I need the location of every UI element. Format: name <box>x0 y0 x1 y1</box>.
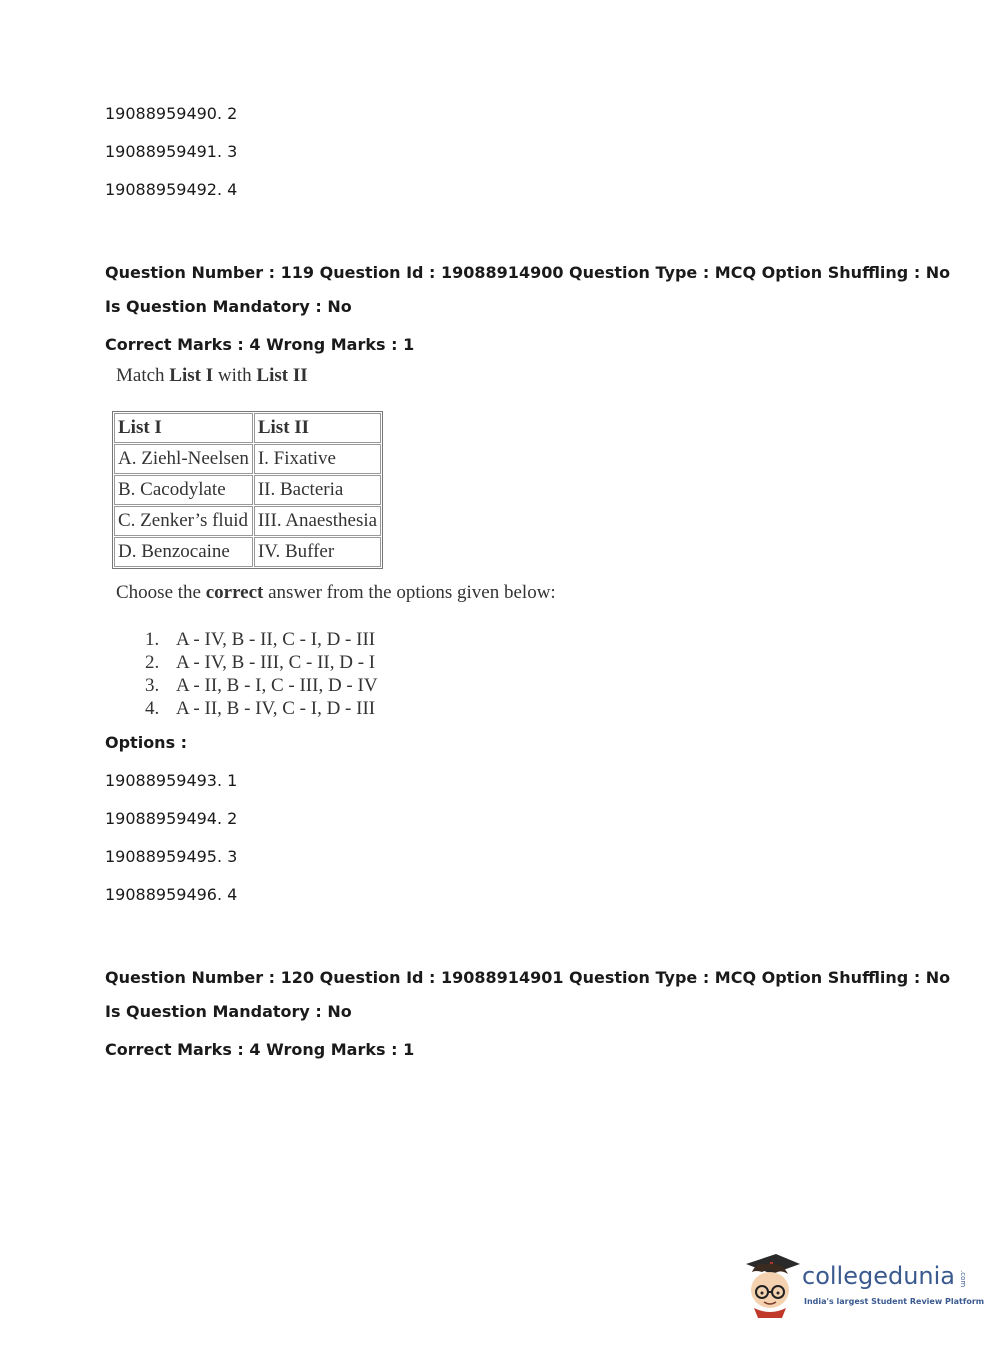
option-line: 19088959496. 4 <box>105 885 238 904</box>
option-line: 19088959494. 2 <box>105 809 238 828</box>
question-header: Question Number : 119 Question Id : 19088914900 Question Type : MCQ Option Shuffling : No <box>105 263 951 282</box>
answer-text: A - II, B - I, C - III, D - IV <box>176 675 378 696</box>
answer-text: A - II, B - IV, C - I, D - III <box>176 698 376 719</box>
answer-item <box>145 697 378 720</box>
instruction-bold: correct <box>205 582 264 603</box>
table-cell: II. Bacteria <box>254 475 381 505</box>
option-line: 19088959492. 4 <box>105 180 238 199</box>
table-cell: A. Ziehl-Neelsen <box>114 444 253 474</box>
match-table <box>112 411 383 569</box>
collegedunia-logo[interactable] <box>742 1250 985 1320</box>
table-cell: I. Fixative <box>254 444 381 474</box>
answer-text: A - IV, B - III, C - II, D - I <box>176 652 376 673</box>
answer-number: 4. <box>145 698 160 719</box>
option-line: 19088959493. 1 <box>105 771 238 790</box>
mascot-icon <box>742 1250 802 1320</box>
options-label: Options : <box>105 733 188 752</box>
prompt-bold-list2: List II <box>256 365 308 386</box>
option-line: 19088959491. 3 <box>105 142 238 161</box>
answer-list <box>145 628 378 720</box>
prompt-text: Match <box>116 365 170 386</box>
instruction-text: answer from the options given below: <box>263 582 556 603</box>
answer-text: A - IV, B - II, C - I, D - III <box>176 629 376 650</box>
prompt-text: with <box>213 365 257 386</box>
table-cell: B. Cacodylate <box>114 475 253 505</box>
question-marks: Correct Marks : 4 Wrong Marks : 1 <box>105 1040 415 1059</box>
question-mandatory: Is Question Mandatory : No <box>105 297 352 316</box>
table-row <box>114 475 381 505</box>
instruction-text: Choose the <box>116 582 206 603</box>
table-cell: III. Anaesthesia <box>254 506 381 536</box>
logo-suffix: .com <box>959 1270 967 1288</box>
answer-item <box>145 674 378 697</box>
answer-item <box>145 628 378 651</box>
option-line: 19088959490. 2 <box>105 104 238 123</box>
logo-wordmark: collegedunia <box>802 1262 956 1290</box>
answer-number: 2. <box>145 652 160 673</box>
table-cell: D. Benzocaine <box>114 537 253 567</box>
logo-tagline: India's largest Student Review Platform <box>804 1297 985 1306</box>
table-row <box>114 444 381 474</box>
question-prompt <box>116 365 308 387</box>
answer-number: 1. <box>145 629 160 650</box>
table-header-cell: List I <box>114 413 253 443</box>
question-mandatory: Is Question Mandatory : No <box>105 1002 352 1021</box>
question-header: Question Number : 120 Question Id : 19088914901 Question Type : MCQ Option Shuffling : No <box>105 968 951 987</box>
prompt-bold-list1: List I <box>169 365 214 386</box>
option-line: 19088959495. 3 <box>105 847 238 866</box>
table-header-cell: List II <box>254 413 381 443</box>
table-cell: IV. Buffer <box>254 537 381 567</box>
table-row <box>114 506 381 536</box>
table-cell: C. Zenker’s fluid <box>114 506 253 536</box>
table-header-row <box>114 413 381 443</box>
answer-number: 3. <box>145 675 160 696</box>
table-row <box>114 537 381 567</box>
question-marks: Correct Marks : 4 Wrong Marks : 1 <box>105 335 415 354</box>
choose-instruction <box>116 582 556 604</box>
answer-item <box>145 651 378 674</box>
